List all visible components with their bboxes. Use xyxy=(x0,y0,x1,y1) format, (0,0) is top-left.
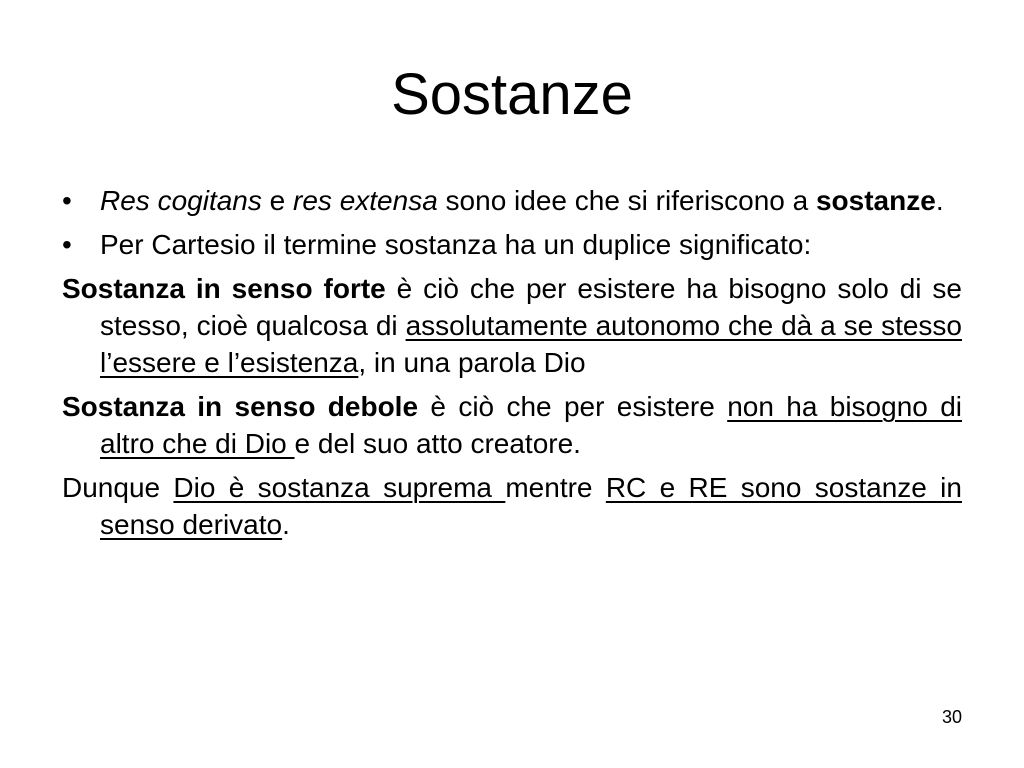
text-segment: e del suo atto creatore. xyxy=(294,428,581,459)
text-segment: Per Cartesio il termine sostanza ha un duplice significato: xyxy=(100,229,812,260)
underlined-text: non ha bisogno di altro che di Dio xyxy=(100,391,962,459)
text-segment: è ciò che per esistere ha bisogno solo di se stesso, cioè qualcosa di xyxy=(100,273,962,341)
term-res-extensa: res extensa xyxy=(293,185,438,216)
underlined-text: RC e RE sono sostanze in senso derivato xyxy=(100,472,962,540)
bullet-item-1 xyxy=(62,182,962,219)
bullet-marker: • xyxy=(62,229,72,260)
paragraph-dunque xyxy=(62,469,962,543)
paragraph-senso-forte xyxy=(62,270,962,381)
bullet-marker: • xyxy=(62,185,72,216)
text-segment: e xyxy=(261,185,294,216)
slide-title: Sostanze xyxy=(391,62,633,127)
paragraph-senso-debole xyxy=(62,388,962,462)
slide-body xyxy=(62,182,962,550)
text-segment: Dunque xyxy=(62,472,174,503)
text-segment: è ciò che per esistere xyxy=(418,391,728,422)
underlined-text: Dio è sostanza suprema xyxy=(173,472,506,503)
term-res-cogitans: Res cogitans xyxy=(100,185,262,216)
term-sostanza-senso-debole: Sostanza in senso debole xyxy=(62,391,419,422)
term-sostanze: sostanze xyxy=(815,185,936,216)
bullet-item-2 xyxy=(62,226,962,263)
text-segment: . xyxy=(935,185,944,216)
text-segment: , in una parola Dio xyxy=(358,347,586,378)
term-sostanza-senso-forte: Sostanza in senso forte xyxy=(62,273,386,304)
text-segment: . xyxy=(282,509,290,540)
page-number: 30 xyxy=(941,707,962,727)
underlined-text: assolutamente autonomo che dà a se stesso l’essere e l’esistenza xyxy=(100,310,962,378)
text-segment: mentre xyxy=(505,472,606,503)
text-segment: sono idee che si riferiscono a xyxy=(437,185,816,216)
